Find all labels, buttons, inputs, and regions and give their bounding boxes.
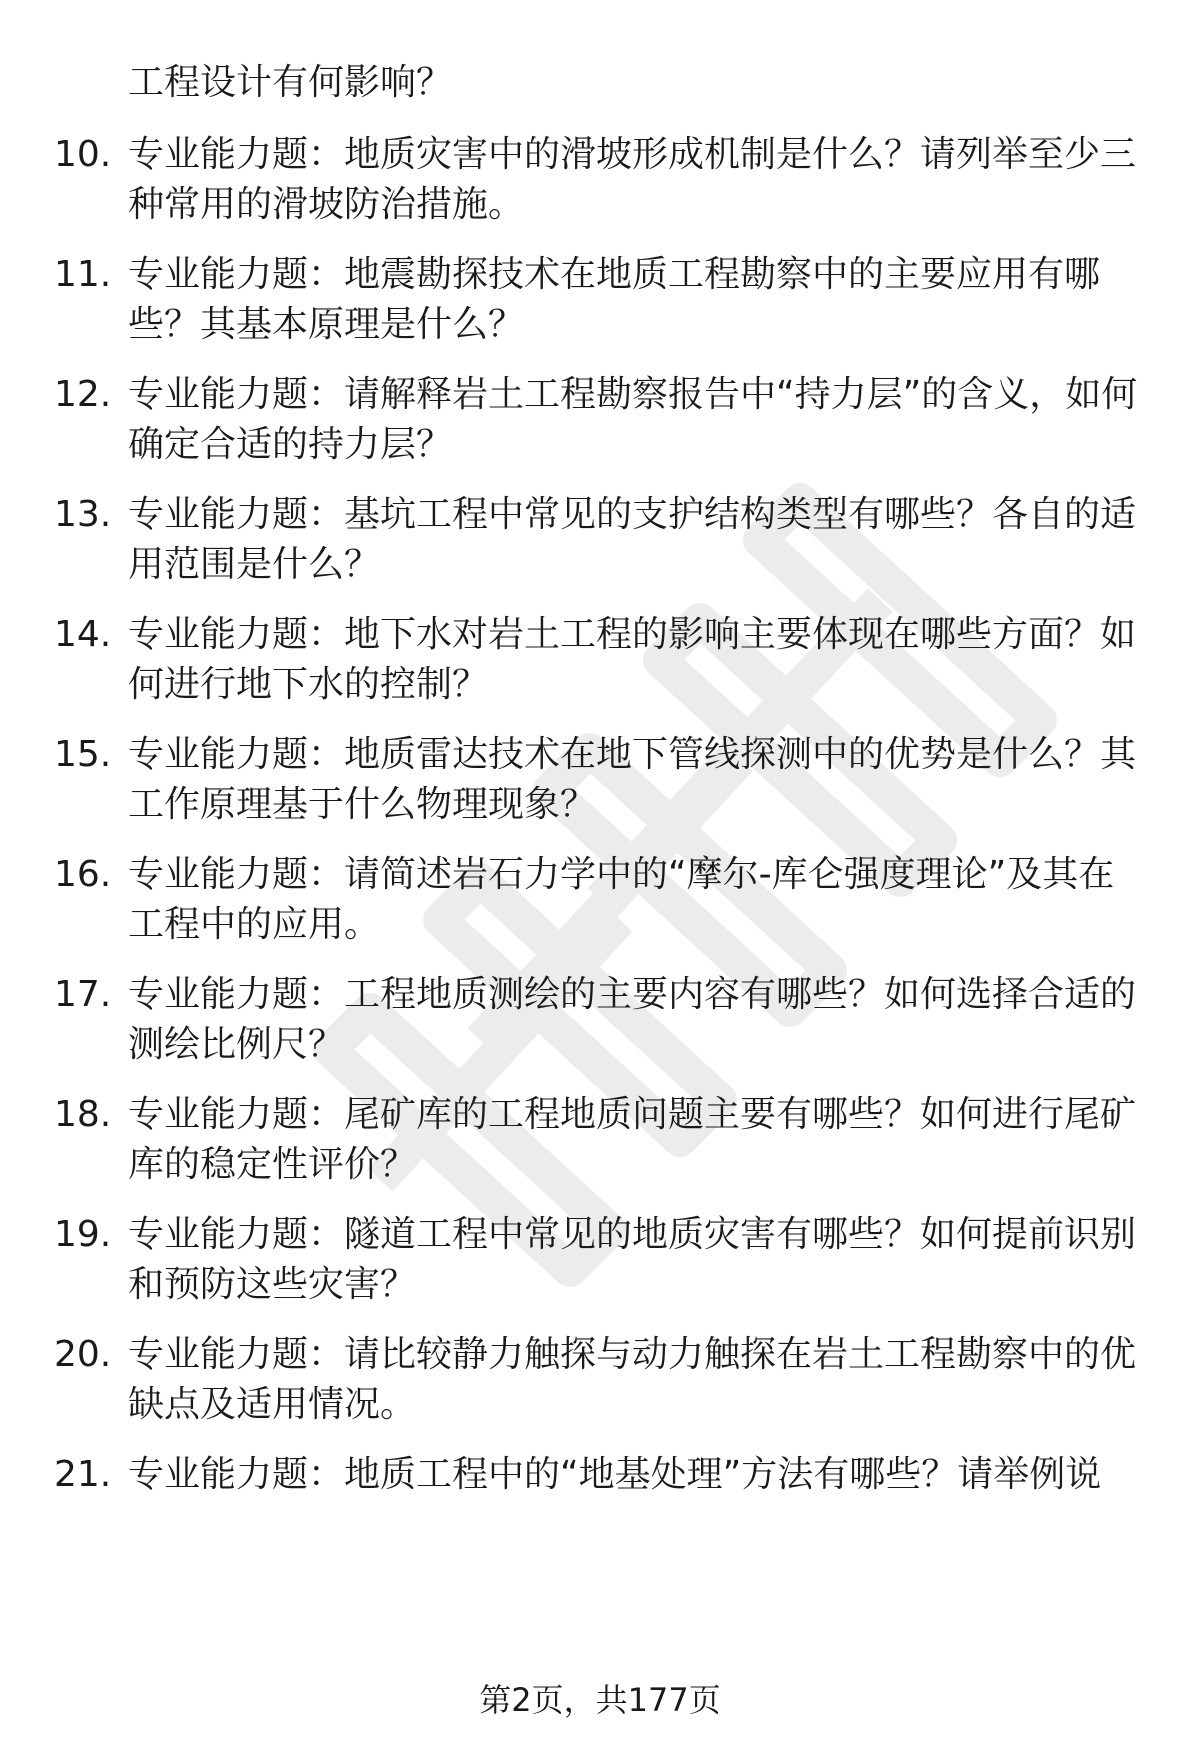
- question-text: 专业能力题：地下水对岩土工程的影响主要体现在哪些方面？如何进行地下水的控制？: [128, 614, 1137, 705]
- question-number: 20.: [54, 1334, 112, 1375]
- question-number: 14.: [54, 614, 112, 655]
- question-number: 21.: [54, 1454, 112, 1495]
- question-number: 19.: [54, 1214, 112, 1255]
- question-text: 专业能力题：地质灾害中的滑坡形成机制是什么？请列举至少三种常用的滑坡防治措施。: [128, 134, 1137, 225]
- question-number: 13.: [54, 494, 112, 535]
- question-text: 专业能力题：工程地质测绘的主要内容有哪些？如何选择合适的测绘比例尺？: [128, 974, 1137, 1065]
- question-text: 专业能力题：地质工程中的“地基处理”方法有哪些？请举例说: [128, 1454, 1102, 1495]
- question-text: 专业能力题：地震勘探技术在地质工程勘察中的主要应用有哪些？其基本原理是什么？: [128, 254, 1101, 345]
- question-number: 11.: [54, 254, 112, 295]
- question-number: 10.: [54, 134, 112, 175]
- question-text: 专业能力题：请简述岩石力学中的“摩尔-库仑强度理论”及其在工程中的应用。: [128, 854, 1115, 945]
- question-text: 专业能力题：隧道工程中常见的地质灾害有哪些？如何提前识别和预防这些灾害？: [128, 1214, 1137, 1305]
- question-number: 16.: [54, 854, 112, 895]
- page-footer: 第2页，共177页: [479, 1681, 721, 1719]
- continuation-text: 工程设计有何影响？: [128, 62, 453, 103]
- question-number: 12.: [54, 374, 112, 415]
- question-text: 专业能力题：地质雷达技术在地下管线探测中的优势是什么？其工作原理基于什么物理现象？: [128, 734, 1137, 825]
- question-text: 专业能力题：基坑工程中常见的支护结构类型有哪些？各自的适用范围是什么？: [128, 494, 1137, 585]
- question-text: 专业能力题：请解释岩土工程勘察报告中“持力层”的含义，如何确定合适的持力层？: [128, 374, 1138, 465]
- question-number: 15.: [54, 734, 112, 775]
- question-number: 18.: [54, 1094, 112, 1135]
- question-text: 专业能力题：尾矿库的工程地质问题主要有哪些？如何进行尾矿库的稳定性评价？: [128, 1094, 1137, 1185]
- question-text: 专业能力题：请比较静力触探与动力触探在岩土工程勘察中的优缺点及适用情况。: [128, 1334, 1137, 1425]
- question-number: 17.: [54, 974, 112, 1015]
